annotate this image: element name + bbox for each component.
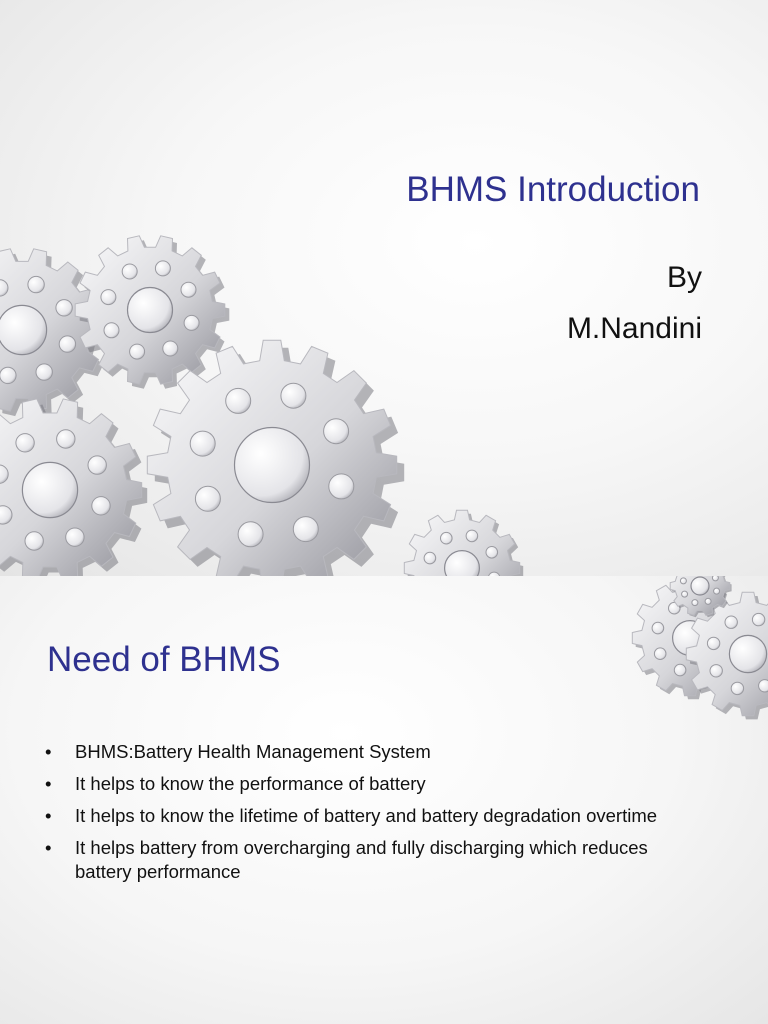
- bullet-item: [45, 740, 685, 764]
- slide-title-text: BHMS Introduction: [406, 170, 700, 209]
- bullet-text: It helps battery from overcharging and fully discharging which reduces battery performance: [75, 837, 648, 882]
- author-byline: [567, 252, 702, 354]
- bullet-item: [45, 836, 685, 884]
- bullet-icon: •: [45, 773, 52, 794]
- gear-icon: [0, 399, 147, 576]
- bullet-item: [45, 804, 685, 828]
- section-title: Need of BHMS: [47, 640, 281, 679]
- byline-by: By: [666, 261, 702, 294]
- bullet-text: BHMS:Battery Health Management System: [75, 741, 431, 762]
- bullet-item: [45, 772, 685, 796]
- bullet-icon: •: [45, 837, 52, 858]
- gear-icon: [404, 510, 523, 576]
- byline-author: M.Nandini: [566, 312, 702, 345]
- bullet-icon: •: [45, 741, 52, 762]
- bullet-text: It helps to know the lifetime of battery and battery degradation overtime: [75, 805, 658, 826]
- bullet-text: It helps to know the performance of battery: [75, 773, 426, 794]
- bullet-list: [45, 740, 685, 892]
- bullet-icon: •: [45, 805, 52, 826]
- gear-icon: [147, 340, 404, 576]
